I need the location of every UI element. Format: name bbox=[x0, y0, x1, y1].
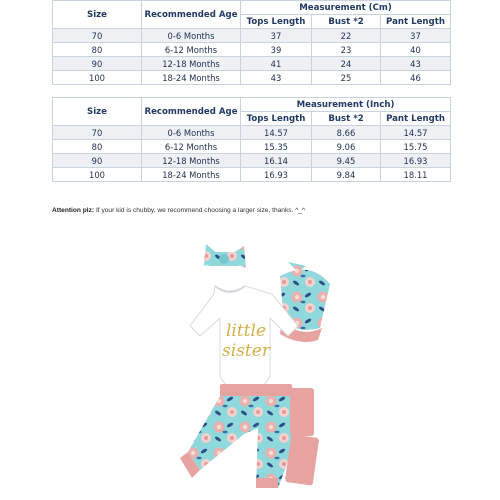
cell: 43 bbox=[241, 71, 312, 85]
cell: 41 bbox=[241, 57, 312, 71]
header-size: Size bbox=[53, 98, 142, 126]
cell: 9.45 bbox=[312, 154, 381, 168]
cell: 25 bbox=[312, 71, 381, 85]
cell: 46 bbox=[381, 71, 451, 85]
cell: 16.93 bbox=[381, 154, 451, 168]
header-bust: Bust *2 bbox=[312, 15, 381, 29]
table-row bbox=[53, 168, 451, 182]
cell: 16.14 bbox=[241, 154, 312, 168]
header-tops-length: Tops Length bbox=[241, 112, 312, 126]
table-row bbox=[53, 126, 451, 140]
cell: 18.11 bbox=[381, 168, 451, 182]
header-size: Size bbox=[53, 1, 142, 29]
size-table-inch bbox=[52, 97, 451, 182]
cell: 14.57 bbox=[241, 126, 312, 140]
cell: 70 bbox=[53, 29, 142, 43]
cell: 15.75 bbox=[381, 140, 451, 154]
onesie-text-line2: sister bbox=[222, 341, 270, 361]
header-measurement: Measurement (Inch) bbox=[241, 98, 451, 112]
cell: 22 bbox=[312, 29, 381, 43]
table-row bbox=[53, 140, 451, 154]
cell: 16.93 bbox=[241, 168, 312, 182]
cell: 80 bbox=[53, 140, 142, 154]
cell: 6-12 Months bbox=[142, 140, 241, 154]
cell: 24 bbox=[312, 57, 381, 71]
cell: 15.35 bbox=[241, 140, 312, 154]
table-row bbox=[53, 43, 451, 57]
cell: 18-24 Months bbox=[142, 168, 241, 182]
cell: 37 bbox=[241, 29, 312, 43]
attention-label: Attention plz: bbox=[52, 207, 95, 214]
attention-note bbox=[52, 207, 305, 214]
cell: 90 bbox=[53, 154, 142, 168]
cell: 90 bbox=[53, 57, 142, 71]
product-photo bbox=[160, 238, 350, 488]
header-measurement: Measurement (Cm) bbox=[241, 1, 451, 15]
cell: 8.66 bbox=[312, 126, 381, 140]
header-bust: Bust *2 bbox=[312, 112, 381, 126]
cell: 18-24 Months bbox=[142, 71, 241, 85]
cell: 6-12 Months bbox=[142, 43, 241, 57]
onesie bbox=[190, 286, 298, 392]
cell: 12-18 Months bbox=[142, 57, 241, 71]
cell: 40 bbox=[381, 43, 451, 57]
cell: 12-18 Months bbox=[142, 154, 241, 168]
header-tops-length: Tops Length bbox=[241, 15, 312, 29]
attention-text: If your kid is chubby, we recommend choosing a larger size, thanks. ^_^ bbox=[94, 207, 306, 214]
cell: 23 bbox=[312, 43, 381, 57]
size-chart bbox=[52, 0, 450, 182]
cell: 43 bbox=[381, 57, 451, 71]
cell: 9.06 bbox=[312, 140, 381, 154]
table-row bbox=[53, 154, 451, 168]
cell: 14.57 bbox=[381, 126, 451, 140]
header-pant-length: Pant Length bbox=[381, 112, 451, 126]
header-recommended-age: Recommended Age bbox=[142, 1, 241, 29]
onesie-text-line1: little bbox=[225, 321, 267, 341]
cell: 9.84 bbox=[312, 168, 381, 182]
headband bbox=[204, 244, 246, 268]
cell: 0-6 Months bbox=[142, 126, 241, 140]
pants bbox=[180, 384, 319, 488]
cell: 0-6 Months bbox=[142, 29, 241, 43]
size-table-cm bbox=[52, 0, 451, 85]
cell: 100 bbox=[53, 71, 142, 85]
cell: 80 bbox=[53, 43, 142, 57]
table-row bbox=[53, 29, 451, 43]
table-row bbox=[53, 71, 451, 85]
table-row bbox=[53, 57, 451, 71]
cell: 39 bbox=[241, 43, 312, 57]
cell: 70 bbox=[53, 126, 142, 140]
cell: 100 bbox=[53, 168, 142, 182]
header-recommended-age: Recommended Age bbox=[142, 98, 241, 126]
cell: 37 bbox=[381, 29, 451, 43]
header-pant-length: Pant Length bbox=[381, 15, 451, 29]
